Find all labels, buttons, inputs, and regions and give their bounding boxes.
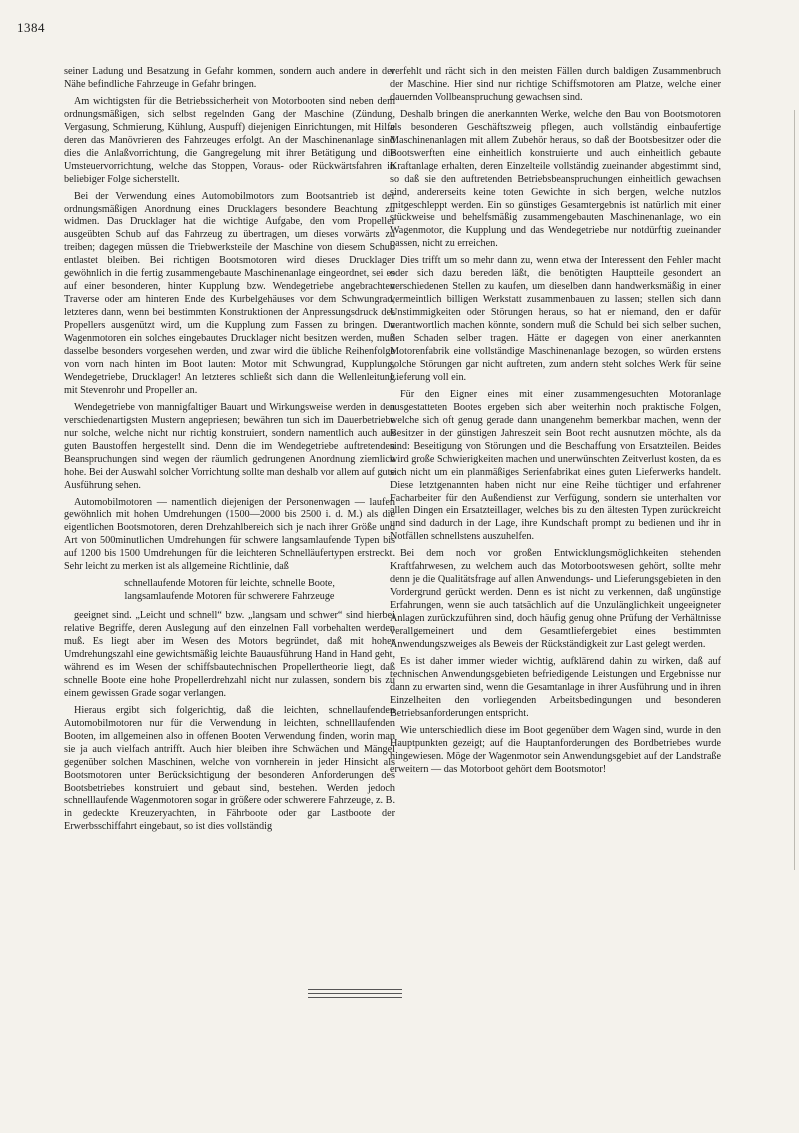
paragraph: Am wichtigsten für die Betriebssicherheit von Motorbooten sind neben dem ordnungsmäßigen, sich selbst regelnden Gang der Maschine (Zündung, Vergasung, Schmierung, Kühlung, Auspuff) diejenigen Einrichtungen, mit Hilfe deren das Manövrieren des Fahrzeuges erfolgt. An der Maschinenanlage sind dies die Anlaßvorrichtung, die Gangregelung mit ihrer Betätigung und die Umsteuervorrichtung, welche das Stoppen, Voraus- oder Rückwärtsfahren in beliebiger Folge sicherstellt. [64,95,395,185]
paragraph: Deshalb bringen die anerkannten Werke, welche den Bau von Bootsmotoren als besonderen Geschäftszweig pflegen, auch vollständig einbaufertige Maschinenanlagen mit allem Zubehör heraus, so daß der Bootsbesitzer oder die Bootswerften eine einheitlich konstruierte und auch einheitlich gebaute Kraftanlage erhalten, deren Einzelteile vollständig zueinander abgestimmt sind, so daß sie den auftretenden Betriebsbeanspruchungen einheitlich gewachsen sind, andererseits keine toten Gewichte in sich bergen, welche nutzlos mitgeschleppt werden. Ein so günstiges Gesamtergebnis ist natürlich mit einer stückweise und behelfsmäßig zusammengebauten Maschinenanlage, wo ein Wagenmotor, die Kupplung und das Wendegetriebe nur notdürftig zueinander passen, nicht zu erreichen. [390,108,721,250]
paragraph: Es ist daher immer wieder wichtig, aufklärend dahin zu wirken, daß auf technischen Anwendungsgebieten befriedigende Leistungen und Ergebnisse nur dann zu erwarten sind, wenn die Gesamtanlage in ihrer Ausführung und in ihren Einzelheiten den vorliegenden Arbeitsbedingungen und besonderen Betriebsanforderungen entspricht. [390,655,721,719]
paragraph: Hieraus ergibt sich folgerichtig, daß die leichten, schnellaufenden Automobilmotoren nur für die Verwendung in leichten, schnelllaufenden Booten, im allgemeinen also in offenen Booten Verwendung finden, worin man sie ja auch vielfach antrifft. Auch hier bleiben ihre Schwächen und Mängel gegenüber solchen Maschinen, welche von vornherein in jeder Hinsicht als Bootsmotoren unter Berücksichtigung der besonderen Anforderungen des Bootsbetriebes konstruiert und gebaut sind, bestehen. Werden jedoch schnelllaufende Wagenmotoren sogar in größere oder schwerere Fahrzeuge, z. B. in gedeckte Kreuzeryachten, in Fährboote oder gar Lastboote der Erwerbsschiffahrt eingebaut, so ist dies vollständig [64,704,395,833]
paragraph: Für den Eigner eines mit einer zusammengesuchten Motoranlage ausgestatteten Bootes ergeben sich aber weiterhin noch praktische Folgen, welche sich oft genug gerade dann unangenehm bemerkbar machen, wenn der Besitzer in der günstigen Jahreszeit sein Boot recht ausnutzen möchte, als da sind: Beseitigung von Störungen und die Beschaffung von Ersatzteilen. Beides wird große Schwierigkeiten machen und unerwünschten Zeitverlust kosten, da es sich nicht um ein planmäßiges Serienfabrikat eines guten Lieferwerks handelt. Diese letztgenannten haben nicht nur eine Reihe tüchtiger und erfahrener Facharbeiter für den Außendienst zur Verfügung, sondern sie unterhalten vor allen Dingen ein Ersatzteillager, welches bis zu den ältesten Typen zurückreicht und sind dadurch in der Lage, ihre Kundschaft prompt zu bedienen und ihr in Notfällen schnellstens auszuhelfen. [390,388,721,543]
left-column [64,66,395,838]
page-number: 1384 [17,20,45,35]
end-rule [308,993,402,994]
page-edge-shadow [794,110,795,870]
end-rule [308,997,402,998]
centered-line: langsamlaufende Motoren für schwerere Fahrzeuge [124,591,335,603]
paragraph: Wie unterschiedlich diese im Boot gegenüber dem Wagen sind, wurde in den Hauptpunkten gezeigt; auf die Hauptanforderungen des Bordbetriebes wurde hingewiesen. Möge der Wagenmotor sein Anwendungsgebiet auf der Landstraße erweitern — das Motorboot gehört dem Bootsmotor! [390,724,721,775]
paragraph: Bei der Verwendung eines Automobilmotors zum Bootsantrieb ist der ordnungsmäßigen Anordnung eines Drucklagers besondere Beachtung zu widmen. Das Drucklager hat die wichtige Aufgabe, den vom Propeller ausgeübten Schub auf das Fahrzeug zu übertragen, um dieses vorwärts zu treiben; dagegen müssen die Triebwerksteile der Maschine von diesem Schub entlastet bleiben. Bei richtigen Bootsmotoren wird dieses Drucklager gewöhnlich in die fertig zusammengebaute Maschinenanlage eingeordnet, sei es auf einer besonderen, hinter Kupplung bzw. Wendegetriebe angebrachten Traverse oder am hinteren Ende des Kurbelgehäuses vor dem Schwungrad, letzteres dann, wenn bei bestimmten Konstruktionen der Anpressungsdruck des Propellers ausgenützt wird, um die Kupplung zum Fassen zu bringen. Da Wagenmotoren ein solches eingebautes Drucklager nicht besitzen werden, muß dasselbe besonders vorgesehen werden, und zwar wird die übliche Reihenfolge von vorn nach hinten im Boot lauten: Motor mit Schwungrad, Kupplung, Wendegetriebe, Drucklager! An letzteres schließt sich dann die Wellenleitung mit Stevenrohr und Propeller an. [64,190,395,396]
end-rule [308,989,402,990]
paragraph: verfehlt und rächt sich in den meisten Fällen durch baldigen Zusammenbruch der Maschine. Hier sind nur richtige Schiffsmotoren am Platze, welche einer dauernden Vollbeanspruchung gewachsen sind. [390,66,721,103]
paragraph: Dies trifft um so mehr dann zu, wenn etwa der Interessent den Fehler macht oder sich dazu bereden läßt, die benötigten Hauptteile gesondert an verschiedenen Stellen zu kaufen, um dieselben dann handwerksmäßig in einer vermeintlich billigen Werkstatt zusammenbauen zu lassen; stellen sich dann Unstimmigkeiten oder Störungen heraus, so hat er niemand, den er dafür verantwortlich machen könnte, sondern muß die Schuld bei sich selber suchen, den Schaden selber tragen. Hätte er dagegen von einer anerkannten Motorenfabrik eine vollständige Maschinenanlage bezogen, so würden erstens solche Störungen gar nicht auftreten, zum andern steht solches Werk für seine Lieferung voll ein. [390,255,721,383]
paragraph: geeignet sind. „Leicht und schnell“ bzw. „langsam und schwer“ sind hierbei relative Begriffe, deren Auslegung auf den einzelnen Fall vorbehalten werden muß. Es liegt aber im Wesen des Motors begründet, daß mit hoher Umdrehungszahl eine gewichtsmäßig leichte Bauausführung Hand in Hand geht, während es im Wesen der schiffsbautechnischen Propellertheorie liegt, daß schnelle Boote eine hohe Propellerdrehzahl nicht nur zulassen, sondern bis zu einem gewissen Grade sogar verlangen. [64,610,395,699]
right-column [390,66,721,781]
centered-line: schnellaufende Motoren für leichte, schnelle Boote, [124,578,335,590]
paragraph: seiner Ladung und Besatzung in Gefahr kommen, sondern auch andere in der Nähe befindliche Fahrzeuge in Gefahr bringen. [64,66,395,90]
paragraph: Automobilmotoren — namentlich diejenigen der Personenwagen — laufen gewöhnlich mit hohen Umdrehungen (1500—2000 bis 2500 i. d. M.) als die eigentlichen Bootsmotoren, deren Drehzahlbereich sich je nach ihrer Größe und Art von 500minutlichen Umdrehungen für schwere langsamlaufende Typen bis auf 1200 bis 1500 Umdrehungen für die leichteren Schnelläufertypen erstreckt. Sehr leicht zu merken ist als allgemeine Richtlinie, daß [64,496,395,573]
paragraph: Wendegetriebe von mannigfaltiger Bauart und Wirkungsweise werden in den verschiedenartigsten Mustern angepriesen; bewähren tun sich im Dauerbetriebe nur solche, welche nicht nur richtig konstruiert, sondern namentlich auch aus guten Baustoffen hergestellt sind. Denn die im Wendegetriebe auftretenden Beanspruchungen sind wegen der räumlich gedrungenen Anordnung ziemlich hohe. Bei der Auswahl solcher Vorrichtung sollte man deshalb vor allem auf gute Ausführung sehen. [64,401,395,491]
paragraph: Bei dem noch vor großen Entwicklungsmöglichkeiten stehenden Kraftfahrwesen, zu welchem auch das Motorbootswesen gehört, sollte mehr denn je die Qualitätsfrage auf allen Anwendungs- und Lieferungsgebieten in den Vordergrund gerückt werden. Denn es ist nicht zu verkennen, daß ungünstige Erfahrungen, wenn sie auch tatsächlich auf die Unzulänglichkeit ungeeigneter Anlagen zurückzuführen sind, doch häufig genug ohne Prüfung der Verhältnisse verallgemeinert und dem Gesamtliefergebiet eines bestimmten Anwendungszweiges als Beweis der Rückständigkeit zur Last gelegt werden. [390,548,721,650]
